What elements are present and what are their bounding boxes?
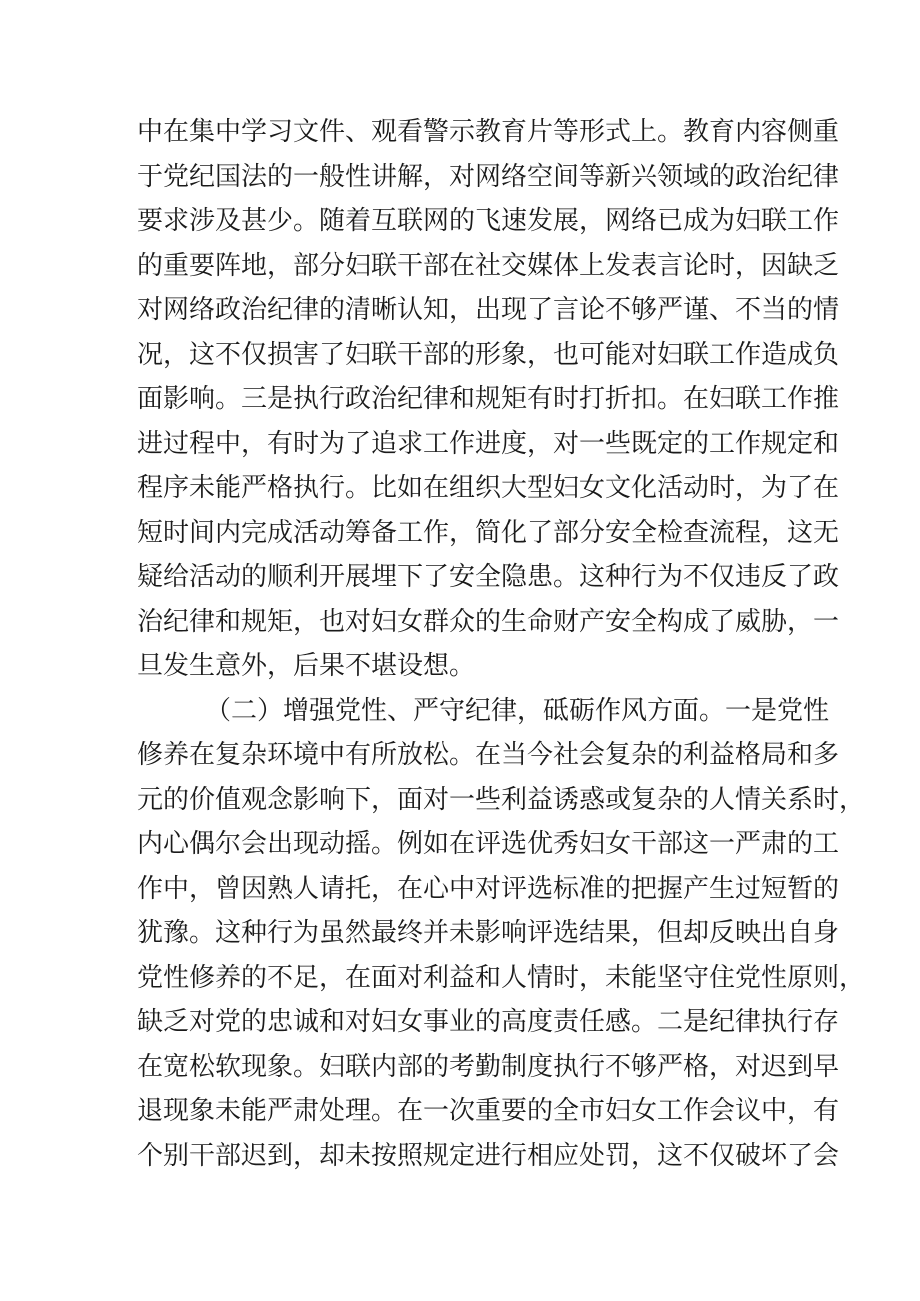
paragraph-line: 作中，曾因熟人请托，在心中对评选标准的把握产生过短暂的 [137,873,840,904]
paragraph-line: 缺乏对党的忠诚和对妇女事业的高度责任感。二是纪律执行存 [137,1007,840,1037]
section-heading-line: （二）增强党性、严守纪律，砥砺作风方面。一是党性 [205,695,830,726]
paragraph-line: 的重要阵地，部分妇联干部在社交媒体上发表言论时，因缺乏 [137,250,840,281]
paragraph-line: 党性修养的不足，在面对利益和人情时，未能坚守住党性原则， [137,962,866,993]
paragraph-line: 退现象未能严肃处理。在一次重要的全市妇女工作会议中，有 [137,1096,840,1126]
paragraph-line: 中在集中学习文件、观看警示教育片等形式上。教育内容侧重 [137,117,840,147]
paragraph-line: 于党纪国法的一般性讲解，对网络空间等新兴领域的政治纪律 [137,161,840,192]
paragraph-line: 疑给活动的顺利开展埋下了安全隐患。这种行为不仅违反了政 [137,562,840,592]
document-body [137,110,866,1178]
paragraph-line: 程序未能严格执行。比如在组织大型妇女文化活动时，为了在 [137,473,840,503]
paragraph-line: 犹豫。这种行为虽然最终并未影响评选结果，但却反映出自身 [137,918,840,948]
paragraph-line: 内心偶尔会出现动摇。例如在评选优秀妇女干部这一严肃的工 [137,829,840,859]
paragraph-line: 对网络政治纪律的清晰认知，出现了言论不够严谨、不当的情 [137,295,840,325]
paragraph-line: 要求涉及甚少。随着互联网的飞速发展，网络已成为妇联工作 [137,206,840,236]
paragraph-line: 在宽松软现象。妇联内部的考勤制度执行不够严格，对迟到早 [137,1051,840,1082]
paragraph-line: 况，这不仅损害了妇联干部的形象，也可能对妇联工作造成负 [137,339,840,370]
paragraph-line: 面影响。三是执行政治纪律和规矩有时打折扣。在妇联工作推 [137,384,840,414]
paragraph-line: 短时间内完成活动筹备工作，简化了部分安全检查流程，这无 [137,517,840,548]
paragraph-line: 进过程中，有时为了追求工作进度，对一些既定的工作规定和 [137,428,840,459]
paragraph-line: 治纪律和规矩，也对妇女群众的生命财产安全构成了威胁，一 [137,606,840,637]
paragraph-line: 个别干部迟到，却未按照规定进行相应处罚，这不仅破坏了会 [137,1140,840,1171]
paragraph-line: 修养在复杂环境中有所放松。在当今社会复杂的利益格局和多 [137,740,840,770]
paragraph-line: 元的价值观念影响下，面对一些利益诱惑或复杂的人情关系时， [137,784,866,815]
paragraph-line-last: 旦发生意外，后果不堪设想。 [137,651,476,681]
